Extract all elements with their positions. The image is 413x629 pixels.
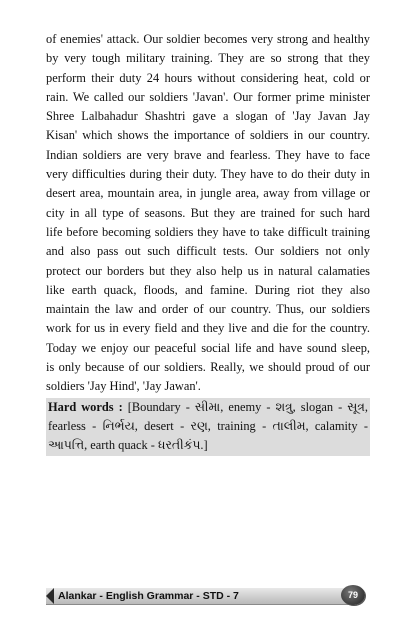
hard-words-box <box>46 398 370 456</box>
body-line: protect our borders but they also help us in natural calamaties <box>46 263 370 278</box>
body-line: of enemies' attack. Our soldier becomes very strong and healthy <box>46 32 370 46</box>
page-number-badge: 79 <box>341 585 365 605</box>
hard-words-label: Hard words : <box>48 399 123 414</box>
hard-words-line: fearless - નિર્ભય, desert - રણ, training - તાલીમ, calamity - <box>48 418 368 433</box>
footer-title: Alankar - English Grammar - STD - 7 <box>58 590 239 602</box>
body-line: rain. We called our soldiers 'Javan'. Our former prime minister <box>46 89 370 104</box>
body-line: life before becoming soldiers they have to take difficult training <box>46 224 370 239</box>
body-line: maintain the law and order of our country. Thus, our soldiers <box>46 302 370 317</box>
body-line: work for us in every field and they live and die for the country. <box>46 321 370 336</box>
hard-words-line: આપત્તિ, earth quack - ધરતીકંપ.] <box>48 438 208 453</box>
hard-words-line <box>48 398 368 417</box>
body-line: perform their duty 24 hours without considering heat, cold or <box>46 70 370 85</box>
body-line: Shree Lalbahadur Shashtri gave a slogan of 'Jay Javan Jay <box>46 109 370 124</box>
body-line: very difficulties during their duty. They have to do their duty in <box>46 167 370 182</box>
body-line: Indian soldiers are very brave and fearless. They have to face <box>46 147 370 162</box>
page-content <box>46 30 370 456</box>
footer-arrow-icon <box>46 588 54 604</box>
body-line: desert area, mountain area, in jungle area, away from village or <box>46 186 370 201</box>
body-line: by very tough military training. They are so strong that they <box>46 51 370 66</box>
body-line: city in all type of seasons. But they are trained for such hard <box>46 205 370 220</box>
body-line: like earth quack, floods, and famine. During riot they also <box>46 282 370 297</box>
page-footer <box>46 585 364 607</box>
hard-words-text: [Boundary - સીમા, enemy - શત્રુ, slogan - સૂત્ર, <box>127 399 368 414</box>
body-paragraph <box>46 30 370 397</box>
body-line: Today we enjoy our peaceful social life and have sound sleep, <box>46 340 370 355</box>
body-line: Kisan' which shows the importance of soldiers in our country. <box>46 128 370 143</box>
body-line: is only because of our soldiers. Really, we should proud of our <box>46 360 370 375</box>
body-line: soldiers 'Jay Hind', 'Jay Jawan'. <box>46 379 201 394</box>
body-line: and also pass out such difficult tests. Our soldiers not only <box>46 244 370 259</box>
